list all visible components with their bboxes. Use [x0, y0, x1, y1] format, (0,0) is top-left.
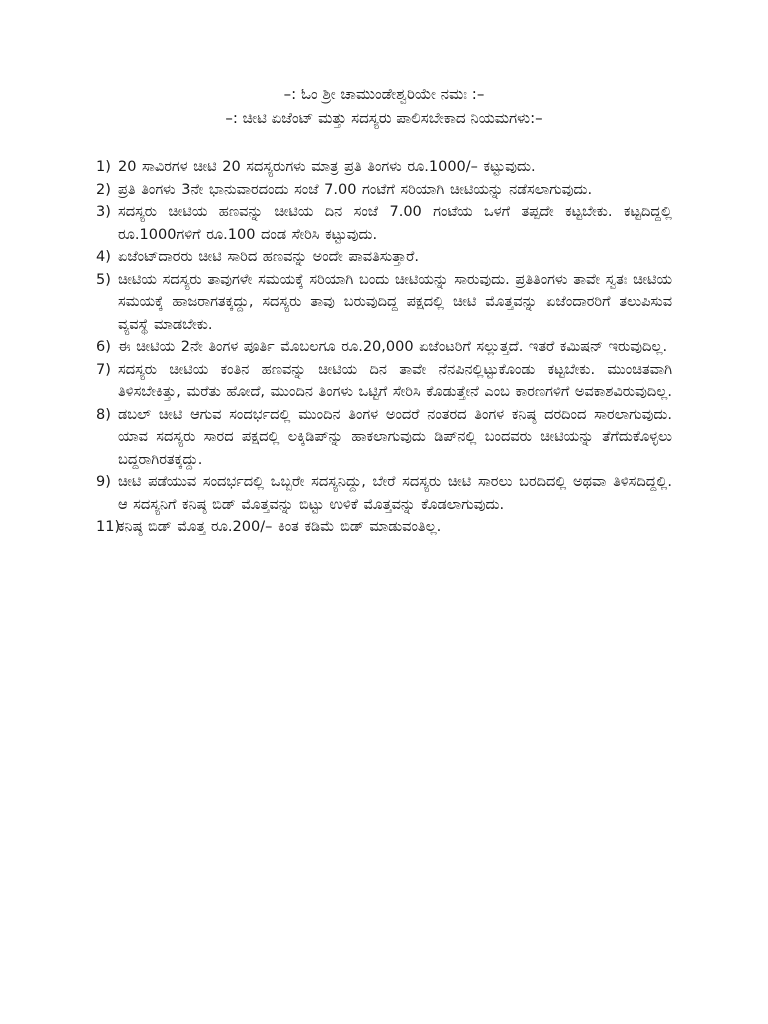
- rule-item: [96, 179, 672, 202]
- rule-number: 11): [96, 519, 121, 535]
- invocation-heading: –: ಓಂ ಶ್ರೀ ಚಾಮುಂಡೇಶ್ವರಿಯೇ ನಮಃ :–: [283, 85, 485, 103]
- rule-text: ಪ್ರತಿ ತಿಂಗಳು 3ನೇ ಭಾನುವಾರದಂದು ಸಂಜೆ 7.00 ಗಂಟೆಗೆ ಸರಿಯಾಗಿ ಚೀಟಿಯನ್ನು ನಡೆಸಲಾಗುವುದು.: [118, 181, 593, 198]
- rules-title: –: ಚೀಟಿ ಏಜೆಂಟ್ ಮತ್ತು ಸದಸ್ಯರು ಪಾಲಿಸಬೇಕಾದ ನಿಯಮಗಳು:–: [225, 109, 543, 127]
- rules-list: [96, 156, 672, 539]
- rule-text: ಕನಿಷ್ಠ ಬಿಡ್ ಮೊತ್ತ ರೂ.200/– ಕಿಂತ ಕಡಿಮೆ ಬಿಡ್ ಮಾಡುವಂತಿಲ್ಲ.: [118, 519, 442, 535]
- rule-text: ಈ ಚೀಟಿಯ 2ನೇ ತಿಂಗಳ ಪೂರ್ತಿ ಮೊಬಲಗೂ ರೂ.20,000 ಏಜೆಂಟರಿಗೆ ಸಲ್ಲುತ್ತದೆ. ಇತರೆ ಕಮಿಷನ್ ಇರುವುದಿಲ್ಲ.: [118, 339, 668, 355]
- rule-number: 9): [96, 474, 111, 490]
- rule-number: 8): [96, 406, 111, 423]
- rule-item: [96, 246, 672, 269]
- rule-item: [96, 269, 672, 337]
- rule-number: 3): [96, 204, 111, 220]
- rule-number: 5): [96, 271, 111, 288]
- rule-number: 2): [96, 181, 111, 198]
- rule-text: ಸದಸ್ಯರು ಚೀಟಿಯ ಹಣವನ್ನು ಚೀಟಿಯ ದಿನ ಸಂಜೆ 7.00 ಗಂಟೆಯ ಒಳಗೆ ತಪ್ಪದೇ ಕಟ್ಟಬೇಕು. ಕಟ್ಟದಿದ್ದಲ್ಲಿ ರೂ.1000ಗಳಿಗೆ ರೂ.100 ದಂಡ ಸೇರಿಸಿ ಕಟ್ಟುವುದು.: [118, 204, 672, 243]
- rule-item: [96, 336, 672, 359]
- rule-text: ಚೀಟಿಯ ಸದಸ್ಯರು ತಾವುಗಳೇ ಸಮಯಕ್ಕೆ ಸರಿಯಾಗಿ ಬಂದು ಚೀಟಿಯನ್ನು ಸಾರುವುದು. ಪ್ರತಿತಿಂಗಳು ತಾವೇ ಸ್ವತಃ ಚೀಟಿಯ ಸಮಯಕ್ಕೆ ಹಾಜರಾಗತಕ್ಕದ್ದು, ಸದಸ್ಯರು ತಾವು ಬರುವುದಿದ್ದ ಪಕ್ಷದಲ್ಲಿ ಚೀಟಿ ಮೊತ್ತವನ್ನು ಏಜೆಂದಾರರಿಗೆ ತಲುಪಿಸುವ ವ್ಯವಸ್ಥೆ ಮಾಡಬೇಕು.: [118, 271, 672, 333]
- rule-text: ಡಬಲ್ ಚೀಟಿ ಆಗುವ ಸಂದರ್ಭದಲ್ಲಿ ಮುಂದಿನ ತಿಂಗಳ ಅಂದರೆ ನಂತರದ ತಿಂಗಳ ಕನಿಷ್ಠ ದರದಿಂದ ಸಾರಲಾಗುವುದು. ಯಾವ ಸದಸ್ಯರು ಸಾರದ ಪಕ್ಷದಲ್ಲಿ ಲಕ್ಕಿಡಿಪ್‌ನ್ನು ಹಾಕಲಾಗುವುದು ಡಿಪ್‌ನಲ್ಲಿ ಬಂದವರು ಚೀಟಿಯನ್ನು ತೆಗೆದುಕೊಳ್ಳಲು ಬದ್ದರಾಗಿರತಕ್ಕದ್ದು.: [118, 406, 672, 468]
- rule-text: ಚೀಟಿ ಪಡೆಯುವ ಸಂದರ್ಭದಲ್ಲಿ ಒಬ್ಬರೇ ಸದಸ್ಯನಿದ್ದು, ಬೇರೆ ಸದಸ್ಯರು ಚೀಟಿ ಸಾರಲು ಬರದಿದಲ್ಲಿ ಅಥವಾ ತಿಳಿಸದಿದ್ದಲ್ಲಿ. ಆ ಸದಸ್ಯನಿಗೆ ಕನಿಷ್ಠ ಬಿಡ್ ಮೊತ್ತವನ್ನು ಬಿಟ್ಟು ಉಳಿಕೆ ಮೊತ್ತವನ್ನು ಕೊಡಲಾಗುವುದು.: [118, 474, 672, 513]
- rule-number: 7): [96, 361, 111, 378]
- rule-item: [96, 471, 672, 516]
- rule-number: 1): [96, 159, 111, 175]
- rule-item: [96, 359, 672, 404]
- rule-item: [96, 404, 672, 472]
- rule-number: 6): [96, 339, 111, 355]
- rule-text: ಸದಸ್ಯರು ಚೀಟಿಯ ಕಂತಿನ ಹಣವನ್ನು ಚೀಟಿಯ ದಿನ ತಾವೇ ನೆನಪಿನಲ್ಲಿಟ್ಟುಕೊಂಡು ಕಟ್ಟಬೇಕು. ಮುಂಚಿತವಾಗಿ ತಿಳಿಸಬೇಕಿತ್ತು, ಮರೆತು ಹೋದೆ, ಮುಂದಿನ ತಿಂಗಳು ಒಟ್ಟಿಗೆ ಸೇರಿಸಿ ಕೊಡುತ್ತೇನೆ ಎಂಬ ಕಾರಣಗಳಿಗೆ ಅವಕಾಶವಿರುವುದಿಲ್ಲ.: [118, 361, 672, 400]
- rule-item: [96, 201, 672, 246]
- rule-item: [96, 156, 672, 179]
- rule-text: ಏಜೆಂಟ್‌ದಾರರು ಚೀಟಿ ಸಾರಿದ ಹಣವನ್ನು ಅಂದೇ ಪಾವತಿಸುತ್ತಾರೆ.: [118, 249, 419, 265]
- rule-text: 20 ಸಾವಿರಗಳ ಚೀಟಿ 20 ಸದಸ್ಯರುಗಳು ಮಾತ್ರ ಪ್ರತಿ ತಿಂಗಳು ರೂ.1000/– ಕಟ್ಟುವುದು.: [118, 159, 536, 175]
- rule-item: [96, 516, 672, 539]
- rule-number: 4): [96, 249, 111, 265]
